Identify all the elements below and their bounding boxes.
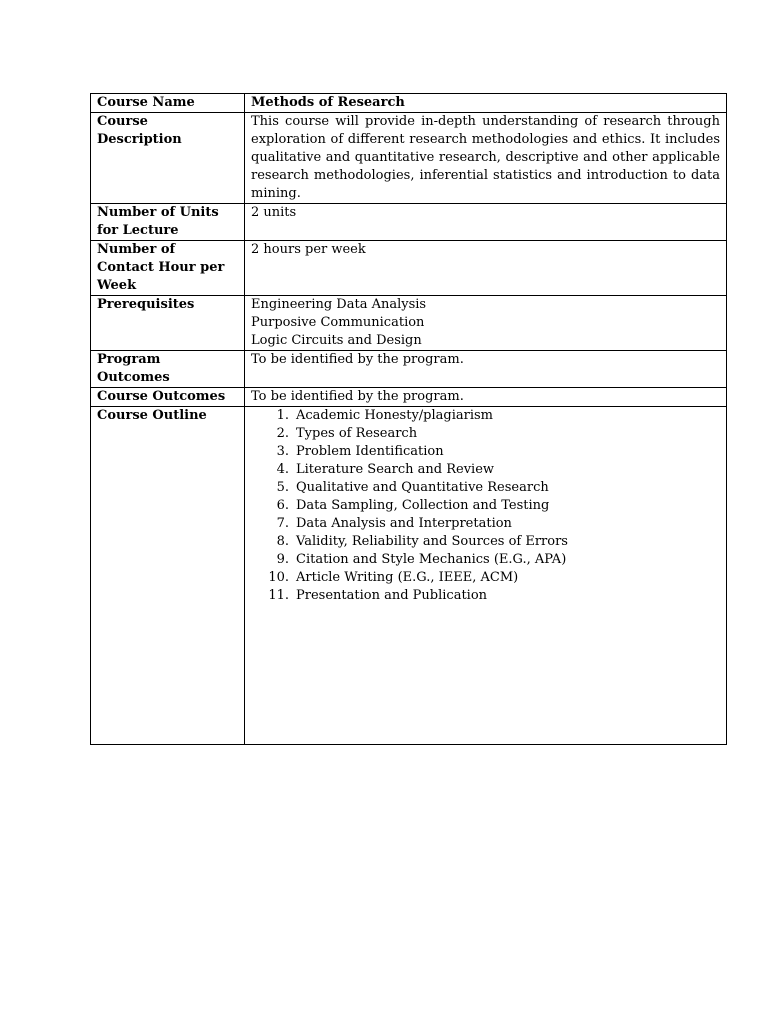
units-value: 2 units [245,204,727,241]
course-outline-list [251,407,720,605]
units-label-line: for Lecture [97,223,179,238]
list-item-text: Qualitative and Quantitative Research [296,480,549,495]
table-row-prerequisites [91,296,727,351]
list-item-number: 8. [276,534,289,549]
table-row-course-outcomes [91,388,727,407]
contact-hours-label-line: Contact Hour per [97,260,225,275]
list-item-number: 11. [268,588,289,603]
list-item-number: 1. [276,408,289,423]
list-item-number: 7. [276,516,289,531]
list-item [251,461,720,479]
list-item-text: Problem Identification [296,444,444,459]
course-syllabus-table [90,93,727,745]
prerequisites-label: Prerequisites [91,296,245,351]
course-outline-label: Course Outline [91,407,245,745]
list-item [251,551,720,569]
list-item-number: 9. [276,552,289,567]
units-label-line: Number of Units [97,205,219,220]
program-outcomes-label [91,351,245,388]
list-item [251,479,720,497]
table-row-course-name [91,94,727,113]
list-item-number: 4. [276,462,289,477]
contact-hours-label [91,241,245,296]
list-item [251,497,720,515]
list-item-text: Article Writing (E.G., IEEE, ACM) [296,570,519,585]
list-item-number: 2. [276,426,289,441]
list-item [251,515,720,533]
course-description-label [91,113,245,204]
list-item-number: 5. [276,480,289,495]
course-name-value: Methods of Research [245,94,727,113]
program-outcomes-value: To be identified by the program. [245,351,727,388]
course-name-label: Course Name [91,94,245,113]
list-item-text: Data Analysis and Interpretation [296,516,512,531]
list-item-text: Academic Honesty/plagiarism [296,408,494,423]
course-description-label-line: Course [97,114,148,129]
table-row-course-outline [91,407,727,745]
prerequisite-item: Purposive Communication [251,315,425,330]
prerequisite-item: Logic Circuits and Design [251,333,422,348]
table-row-course-description [91,113,727,204]
course-description-value [245,113,727,204]
prerequisite-item: Engineering Data Analysis [251,297,427,312]
list-item-text: Literature Search and Review [296,462,495,477]
course-outcomes-value: To be identified by the program. [245,388,727,407]
table-row-contact-hours [91,241,727,296]
contact-hours-value: 2 hours per week [245,241,727,296]
list-item [251,443,720,461]
list-item-text: Citation and Style Mechanics (E.G., APA) [296,552,567,567]
list-item-text: Types of Research [296,426,418,441]
course-outcomes-label: Course Outcomes [91,388,245,407]
list-item-text: Validity, Reliability and Sources of Errors [296,534,568,549]
list-item [251,407,720,425]
course-description-label-line: Description [97,132,182,147]
list-item-number: 6. [276,498,289,513]
program-outcomes-label-line: Program [97,352,161,367]
list-item-text: Presentation and Publication [296,588,488,603]
list-item [251,569,720,587]
units-label [91,204,245,241]
list-item-number: 10. [268,570,289,585]
list-item [251,587,720,605]
prerequisites-value [245,296,727,351]
list-item-text: Data Sampling, Collection and Testing [296,498,550,513]
course-description-text: This course will provide in-depth understanding of research through exploration of different research methodologies and ethics. It includes qualitative and quantitative research, descriptive and other applicable research methodologies, inferential statistics and introduction to data mining. [251,114,720,201]
table-row-units [91,204,727,241]
table-row-program-outcomes [91,351,727,388]
course-outline-value [245,407,727,745]
list-item [251,425,720,443]
program-outcomes-label-line: Outcomes [97,370,170,385]
contact-hours-label-line: Week [97,278,137,293]
list-item [251,533,720,551]
list-item-number: 3. [276,444,289,459]
contact-hours-label-line: Number of [97,242,176,257]
